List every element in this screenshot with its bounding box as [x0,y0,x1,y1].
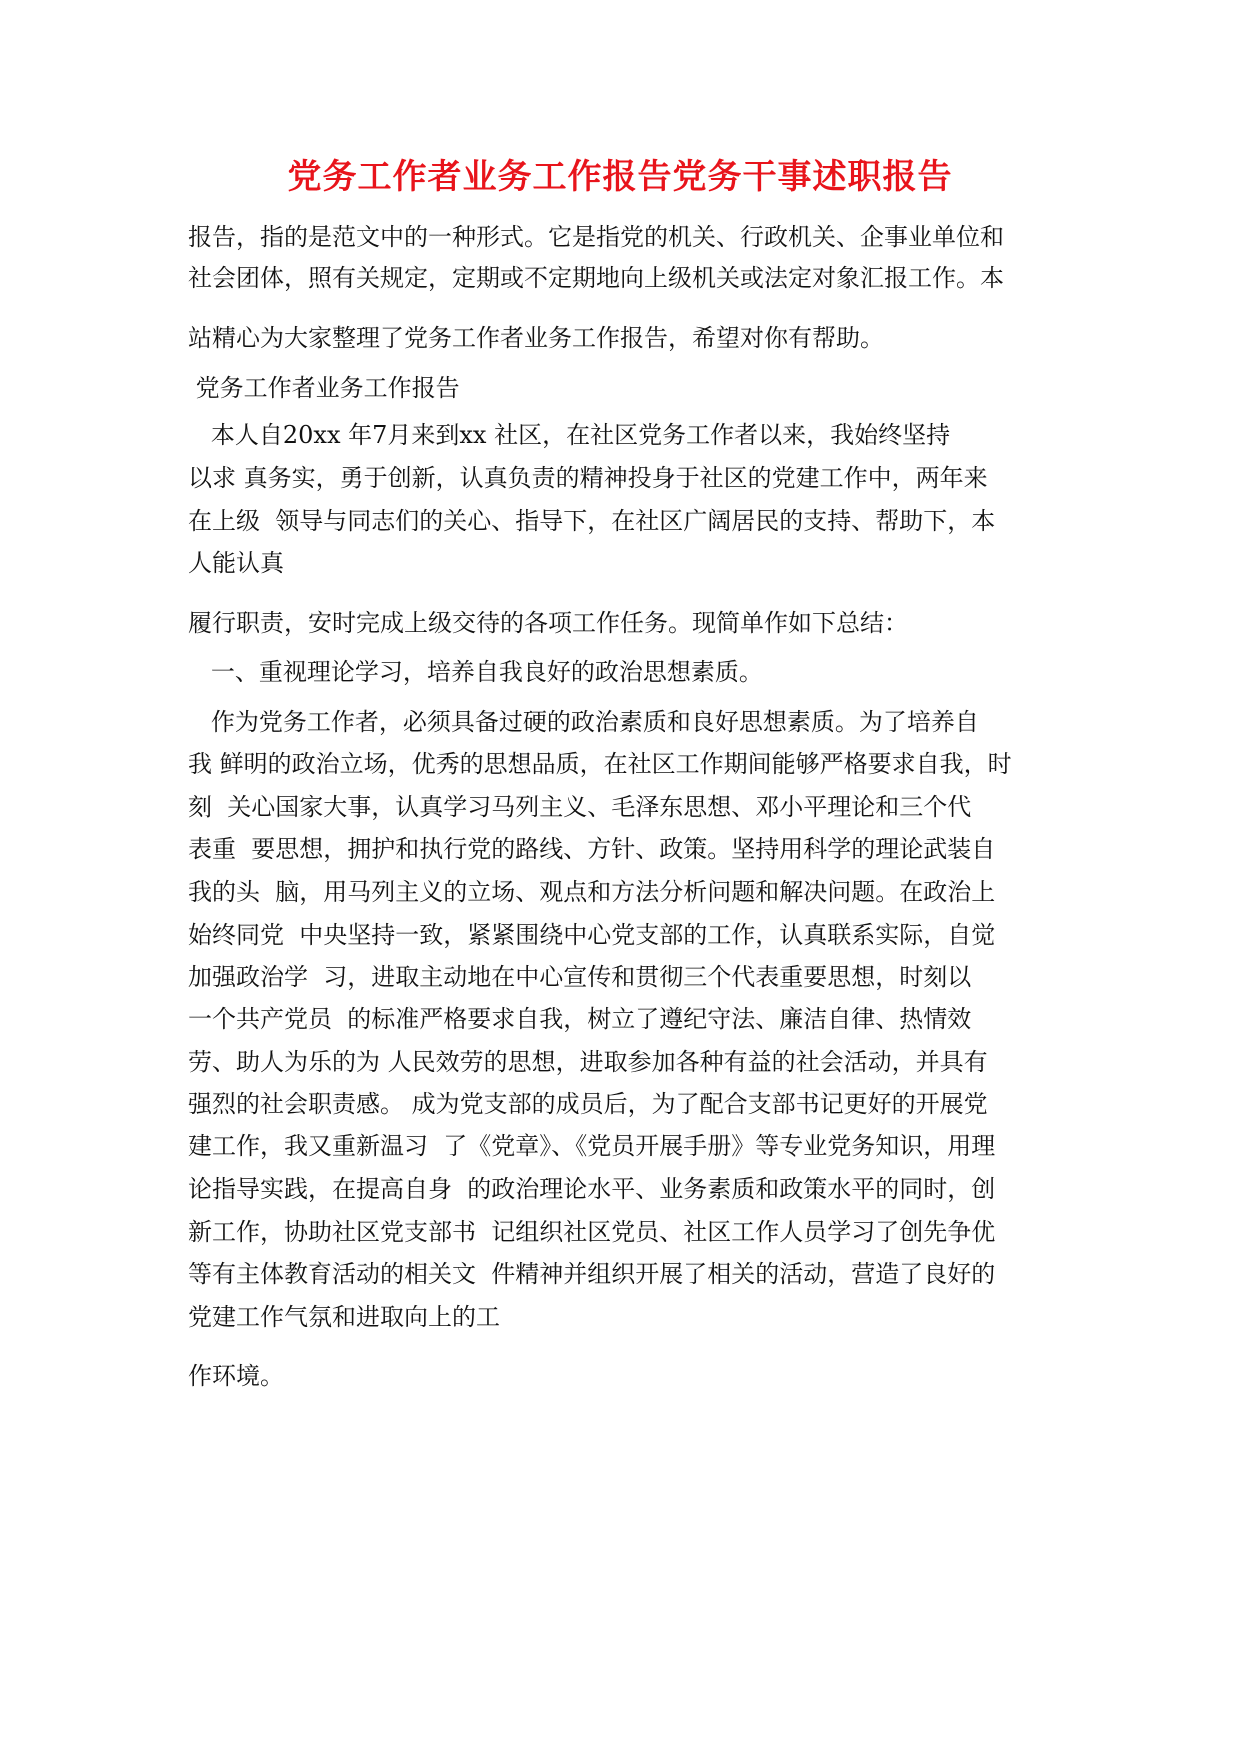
text-line: 报告，指的是范文中的一种形式。它是指党的机关、行政机关、企事业单位和 [188,223,1004,251]
text-line: 以求 真务实，勇于创新，认真负责的精神投身于社区的党建工作中，两年来 [188,464,988,492]
text-line: 等有主体教育活动的相关文 件精神并组织开展了相关的活动，营造了良好的 [188,1260,996,1288]
text-line: 论指导实践，在提高自身 的政治理论水平、业务素质和政策水平的同时，创 [188,1175,996,1203]
text-line: 我的头 脑，用马列主义的立场、观点和方法分析问题和解决问题。在政治上 [188,878,996,906]
document-title: 党务工作者业务工作报告党务干事述职报告 [287,157,953,197]
text-line: 本人自20xx 年7月来到xx 社区，在社区党务工作者以来，我始终坚持 [188,421,951,449]
text-line: 作为党务工作者，必须具备过硬的政治素质和良好思想素质。为了培养自 [188,708,979,736]
text-line: 刻 关心国家大事，认真学习马列主义、毛泽东思想、邓小平理论和三个代 [188,793,972,821]
text-line: 劳、助人为乐的为 人民效劳的思想，进取参加各种有益的社会活动，并具有 [188,1048,988,1076]
text-line: 始终同党 中央坚持一致，紧紧围绕中心党支部的工作，认真联系实际，自觉 [188,921,996,949]
text-line: 站精心为大家整理了党务工作者业务工作报告，希望对你有帮助。 [188,324,884,352]
text-line: 强烈的社会职责感。 成为党支部的成员后，为了配合支部书记更好的开展党 [188,1090,988,1118]
section-heading: 一、重视理论学习，培养自我良好的政治思想素质。 [188,658,763,686]
text-line: 在上级 领导与同志们的关心、指导下，在社区广阔居民的支持、帮助下，本 [188,507,996,535]
text-line: 社会团体，照有关规定，定期或不定期地向上级机关或法定对象汇报工作。本 [188,264,1004,292]
text-line: 一个共产党员 的标准严格要求自我，树立了遵纪守法、廉洁自律、热情效 [188,1005,972,1033]
text-line: 作环境。 [188,1362,284,1390]
section-heading: 党务工作者业务工作报告 [188,374,460,402]
text-line: 表重 要思想，拥护和执行党的路线、方针、政策。坚持用科学的理论武装自 [188,835,996,863]
text-line: 我 鲜明的政治立场，优秀的思想品质，在社区工作期间能够严格要求自我，时 [188,750,1012,778]
text-line: 履行职责，安时完成上级交待的各项工作任务。现简单作如下总结： [188,609,908,637]
text-line: 党建工作气氛和进取向上的工 [188,1303,500,1331]
text-line: 加强政治学 习，进取主动地在中心宣传和贯彻三个代表重要思想，时刻以 [188,963,972,991]
text-line: 新工作，协助社区党支部书 记组织社区党员、社区工作人员学习了创先争优 [188,1218,996,1246]
text-line: 人能认真 [188,549,284,577]
text-line: 建工作，我又重新温习 了《党章》、《党员开展手册》等专业党务知识，用理 [188,1132,996,1160]
